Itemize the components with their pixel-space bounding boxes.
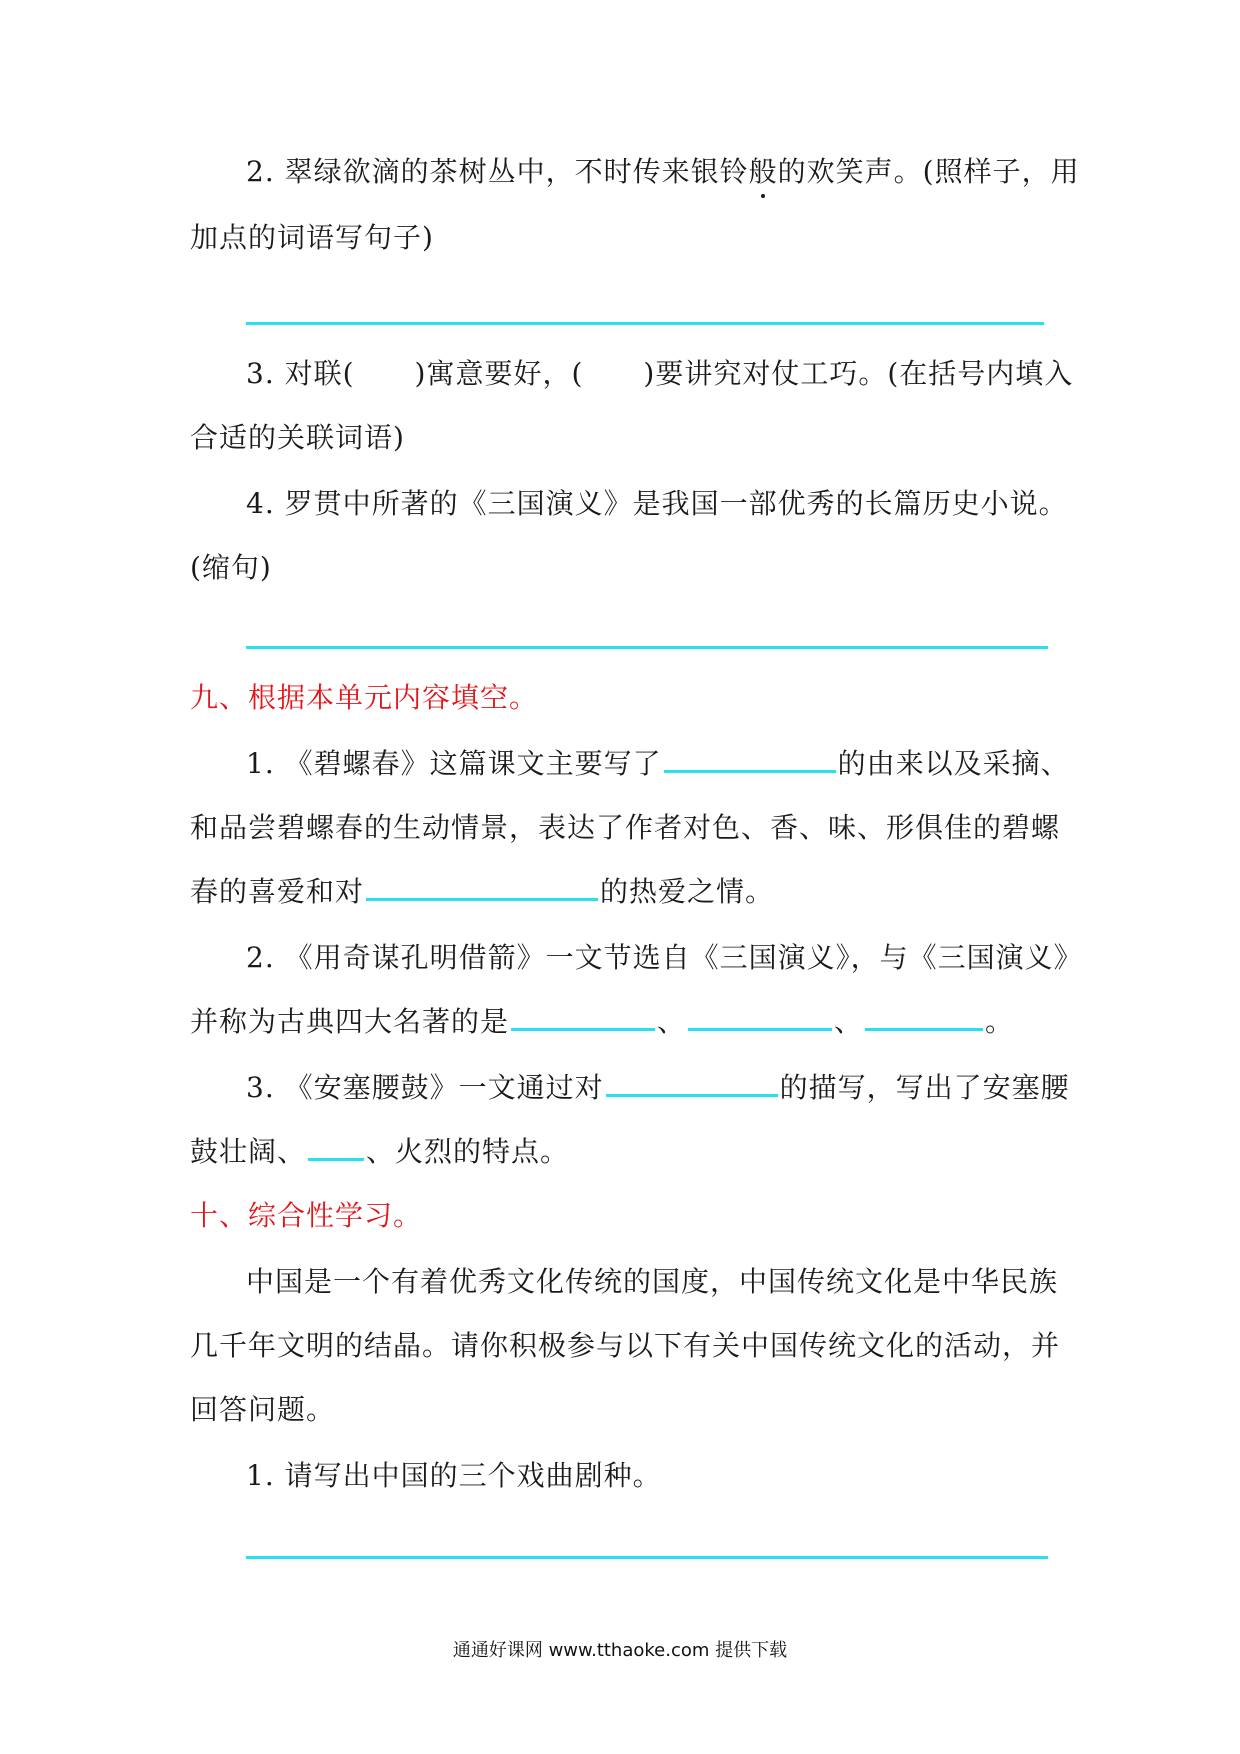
q9-1-line2: 和品尝碧螺春的生动情景，表达了作者对色、香、味、形俱佳的碧螺 — [190, 811, 1061, 844]
section10-heading: 十、综合性学习。 — [190, 1199, 423, 1232]
q8-3-line2: 合适的关联词语) — [190, 421, 405, 454]
fill-blank-q9-2-c[interactable] — [865, 1002, 983, 1031]
fill-blank-q9-2-a[interactable] — [511, 1002, 655, 1031]
fill-blank-q9-3-b[interactable] — [308, 1132, 364, 1161]
fill-blank-q9-1-a[interactable] — [664, 744, 836, 773]
q10-1-line1: 1. 请写出中国的三个戏曲剧种。 — [246, 1459, 662, 1492]
fill-blank-q9-1-b[interactable] — [366, 872, 598, 901]
q9-3-line2: 鼓壮阔、 、火烈的特点。 — [190, 1132, 1070, 1172]
q9-3-line1: 3. 《安塞腰鼓》一文通过对 的描写，写出了安塞腰 — [246, 1068, 1070, 1108]
q9-1-line1: 1. 《碧螺春》这篇课文主要写了 的由来以及采摘、 — [246, 744, 1070, 784]
q8-2-line1: 2. 翠绿欲滴的茶树丛中，不时传来银铃般的欢笑声。(照样子，用 — [246, 152, 1070, 192]
q8-4-line1: 4. 罗贯中所著的《三国演义》是我国一部优秀的长篇历史小说。 — [246, 487, 1068, 520]
emphasis-dotted-char: 般 — [749, 152, 778, 192]
fill-blank-q9-3-a[interactable] — [606, 1068, 778, 1097]
answer-line-q8-4[interactable] — [246, 646, 1048, 649]
fill-blank-q9-2-b[interactable] — [688, 1002, 832, 1031]
q9-2-line2: 并称为古典四大名著的是 、 、 。 — [190, 1002, 1070, 1042]
q8-3-line1: 3. 对联( )寓意要好，( )要讲究对仗工巧。(在括号内填入 — [246, 357, 1074, 390]
q8-2-line2: 加点的词语写句子) — [190, 221, 434, 254]
q9-2-line1: 2. 《用奇谋孔明借箭》一文节选自《三国演义》，与《三国演义》 — [246, 941, 1083, 974]
q9-1-line3: 春的喜爱和对 的热爱之情。 — [190, 872, 1070, 912]
section10-para-line1: 中国是一个有着优秀文化传统的国度，中国传统文化是中华民族 — [246, 1265, 1059, 1298]
q8-4-line2: (缩句) — [190, 551, 272, 584]
section9-heading: 九、根据本单元内容填空。 — [190, 681, 539, 714]
section10-para-line2: 几千年文明的结晶。请你积极参与以下有关中国传统文化的活动，并 — [190, 1329, 1061, 1362]
answer-line-q8-2[interactable] — [246, 322, 1044, 325]
answer-line-q10-1[interactable] — [246, 1556, 1048, 1559]
section10-para-line3: 回答问题。 — [190, 1393, 336, 1426]
page-footer: 通通好课网 www.tthaoke.com 提供下载 — [452, 1640, 788, 1661]
